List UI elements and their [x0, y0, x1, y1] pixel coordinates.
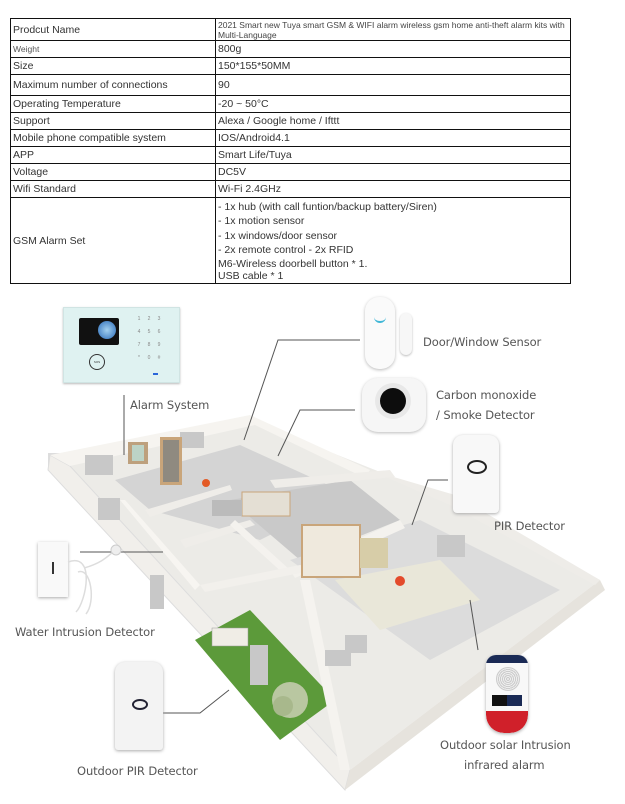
keypad-key: 5 [147, 329, 151, 335]
label-solar-alarm-1: Outdoor solar Intrusion [440, 738, 571, 752]
pir-detector-device [453, 435, 499, 513]
keypad-key: 0 [147, 355, 151, 361]
spec-key: Wifi Standard [11, 181, 216, 198]
table-row [11, 164, 571, 181]
sensor-led-icon [374, 317, 386, 323]
door-window-magnet [400, 313, 412, 355]
keypad-key: 9 [157, 342, 161, 348]
table-row [11, 75, 571, 96]
kit-item: - 1x windows/door sensor [218, 229, 338, 242]
water-probe-cable-icon [66, 542, 126, 622]
solar-strip-icon [492, 695, 522, 706]
spec-key: GSM Alarm Set [11, 198, 216, 284]
smart-home-illustration [0, 290, 625, 799]
spec-value: DC5V [216, 164, 571, 181]
table-row [11, 19, 571, 41]
water-led-icon [52, 562, 54, 574]
spec-value: 800g [216, 41, 571, 58]
panel-screen [79, 318, 119, 345]
solar-siren-device [486, 655, 528, 733]
keypad-key: 6 [157, 329, 161, 335]
table-row [11, 113, 571, 130]
spec-value: -20 ~ 50°C [216, 96, 571, 113]
panel-keypad [134, 316, 176, 361]
door-window-sensor-device [365, 297, 395, 369]
label-water-intrusion: Water Intrusion Detector [15, 625, 155, 639]
outdoor-pir-lens-icon [132, 699, 148, 710]
label-alarm-system: Alarm System [130, 398, 210, 412]
table-row [11, 96, 571, 113]
kit-item: - 1x motion sensor [218, 215, 305, 227]
kit-item: - 1x hub (with call funtion/backup battery/Siren) [218, 200, 437, 213]
sos-button: SOS [89, 354, 105, 370]
water-detector-device [38, 542, 68, 597]
spec-key: Voltage [11, 164, 216, 181]
keypad-key: 1 [137, 316, 141, 322]
spec-value: IOS/Android4.1 [216, 130, 571, 147]
spec-key: Support [11, 113, 216, 130]
label-outdoor-pir: Outdoor PIR Detector [77, 764, 198, 778]
spec-value: 2021 Smart new Tuya smart GSM & WIFI alarm wireless gsm home anti-theft alarm kits with Multi-Language [216, 19, 571, 41]
spec-value-list [216, 198, 571, 284]
kit-item: - 2x remote control - 2x RFID [218, 244, 354, 256]
keypad-key: # [157, 355, 161, 361]
label-pir-detector: PIR Detector [494, 519, 565, 533]
label-co-smoke-2: / Smoke Detector [436, 408, 535, 422]
outdoor-pir-device [115, 662, 163, 750]
spec-table [10, 18, 571, 284]
keypad-key: 8 [147, 342, 151, 348]
table-row [11, 41, 571, 58]
keypad-key: 3 [157, 316, 161, 322]
spec-key: Prodcut Name [11, 19, 216, 41]
table-row [11, 130, 571, 147]
solar-panel-icon [486, 655, 528, 663]
smoke-detector-device [362, 378, 426, 432]
table-row [11, 198, 571, 284]
smoke-sensor-icon [380, 388, 406, 414]
spec-key: APP [11, 147, 216, 164]
spec-value: Smart Life/Tuya [216, 147, 571, 164]
spec-value: Alexa / Google home / Ifttt [216, 113, 571, 130]
spec-key: Operating Temperature [11, 96, 216, 113]
spec-key: Maximum number of connections [11, 75, 216, 96]
panel-led [153, 373, 158, 375]
table-row [11, 58, 571, 75]
spec-value: 90 [216, 75, 571, 96]
pir-lens-icon [467, 460, 487, 474]
siren-speaker-icon [496, 667, 520, 691]
keypad-key: 4 [137, 329, 141, 335]
label-co-smoke-1: Carbon monoxide [436, 388, 537, 402]
kit-item: USB cable * 1 [218, 269, 284, 282]
spec-value: Wi-Fi 2.4GHz [216, 181, 571, 198]
keypad-key: 2 [147, 316, 151, 322]
spec-key: Weight [11, 41, 216, 58]
table-row [11, 147, 571, 164]
label-door-window-sensor: Door/Window Sensor [423, 335, 542, 349]
kit-item: M6-Wireless doorbell button * 1. [218, 257, 368, 270]
spec-key: Size [11, 58, 216, 75]
label-solar-alarm-2: infrared alarm [464, 758, 545, 772]
alarm-panel-device [63, 307, 180, 383]
spec-key: Mobile phone compatible system [11, 130, 216, 147]
keypad-key: * [138, 355, 140, 361]
table-row [11, 181, 571, 198]
keypad-key: 7 [137, 342, 141, 348]
spec-value: 150*155*50MM [216, 58, 571, 75]
screen-globe-icon [98, 321, 116, 339]
